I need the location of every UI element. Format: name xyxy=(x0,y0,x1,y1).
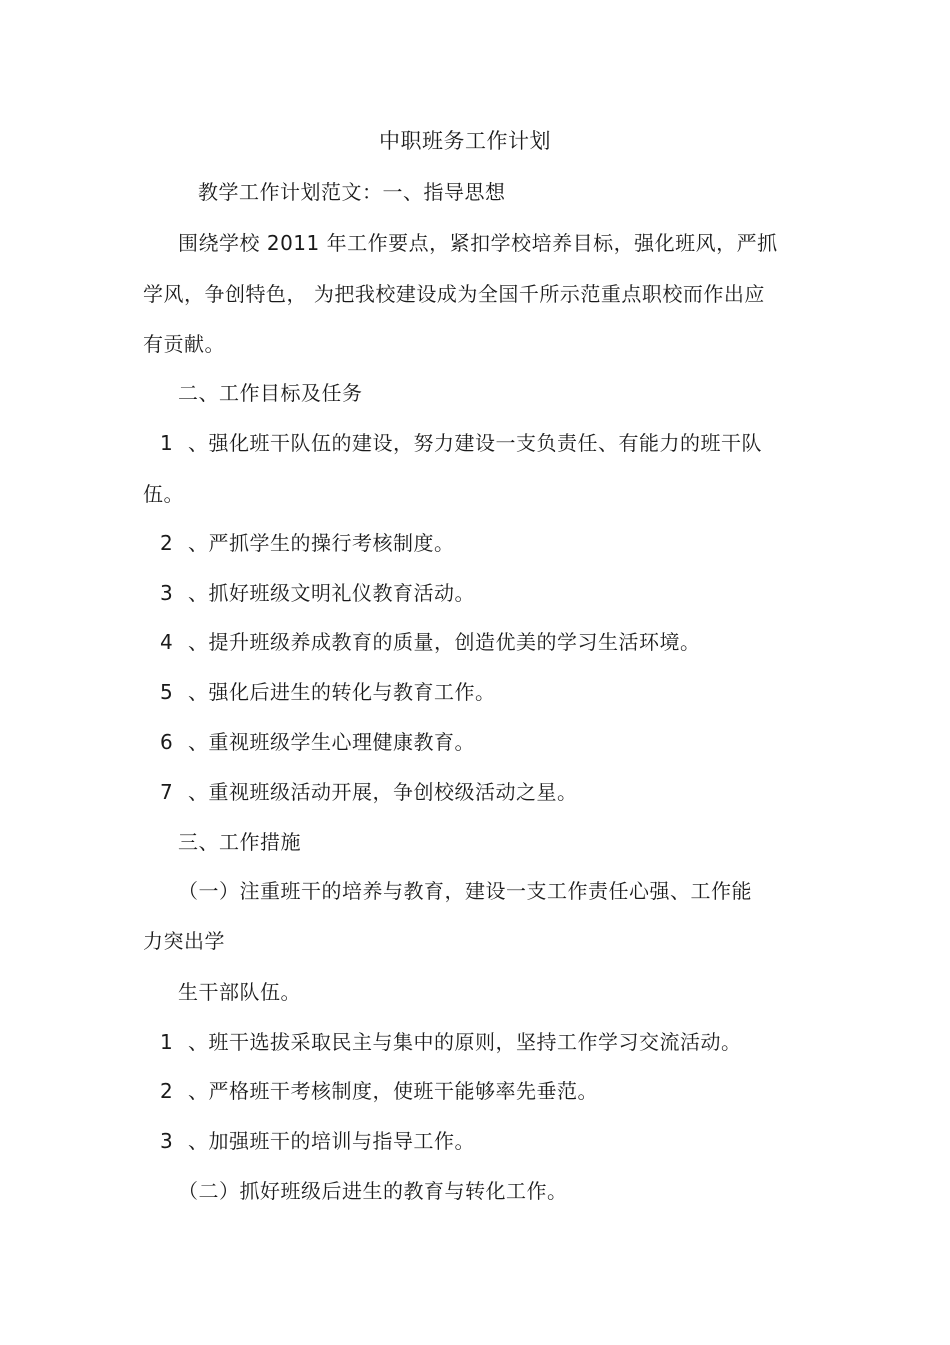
list-item-text: 、严格班干考核制度，使班干能够率先垂范。 xyxy=(188,1079,598,1103)
list-number: 6 xyxy=(160,730,174,754)
list-item-text: 、抓好班级文明礼仪教育活动。 xyxy=(188,581,475,605)
list-item xyxy=(160,779,578,805)
list-item-text: 、强化后进生的转化与教育工作。 xyxy=(188,680,496,704)
list-item xyxy=(160,430,762,456)
list-item-text: 、加强班干的培训与指导工作。 xyxy=(188,1129,475,1153)
paragraph-line: 生干部队伍。 xyxy=(178,980,301,1004)
list-item-text: 、提升班级养成教育的质量，创造优美的学习生活环境。 xyxy=(188,630,701,654)
document-title: 中职班务工作计划 xyxy=(379,129,551,153)
list-number: 2 xyxy=(160,1079,174,1103)
list-number: 2 xyxy=(160,531,174,555)
list-item-text: 、严抓学生的操行考核制度。 xyxy=(188,531,455,555)
list-item xyxy=(160,580,475,606)
list-item xyxy=(160,679,496,705)
list-number: 3 xyxy=(160,581,174,605)
section-heading: 二、工作目标及任务 xyxy=(178,381,363,405)
list-item-text: 、班干选拔采取民主与集中的原则，坚持工作学习交流活动。 xyxy=(188,1030,742,1054)
paragraph-line: （二）抓好班级后进生的教育与转化工作。 xyxy=(178,1179,568,1203)
list-number: 5 xyxy=(160,680,174,704)
list-item xyxy=(160,1128,475,1154)
list-number: 7 xyxy=(160,780,174,804)
paragraph-line: 围绕学校 2011 年工作要点，紧扣学校培养目标，强化班风，严抓 xyxy=(178,231,778,255)
paragraph-line: 有贡献。 xyxy=(143,332,225,356)
paragraph-line: 伍。 xyxy=(143,482,184,506)
list-item-text: 、重视班级学生心理健康教育。 xyxy=(188,730,475,754)
list-item-text: 、强化班干队伍的建设，努力建设一支负责任、有能力的班干队 xyxy=(188,431,762,455)
list-item xyxy=(160,629,701,655)
list-item-text: 、重视班级活动开展，争创校级活动之星。 xyxy=(188,780,578,804)
paragraph-line: 教学工作计划范文：一、指导思想 xyxy=(198,180,506,204)
paragraph-line: 学风，争创特色， 为把我校建设成为全国千所示范重点职校而作出应 xyxy=(143,282,765,306)
list-item xyxy=(160,530,455,556)
paragraph-line: （一）注重班干的培养与教育，建设一支工作责任心强、工作能 xyxy=(178,879,752,903)
section-heading: 三、工作措施 xyxy=(178,830,301,854)
list-item xyxy=(160,1029,742,1055)
list-number: 1 xyxy=(160,1030,174,1054)
list-item xyxy=(160,729,475,755)
list-number: 1 xyxy=(160,431,174,455)
paragraph-line: 力突出学 xyxy=(143,929,225,953)
list-item xyxy=(160,1078,598,1104)
list-number: 4 xyxy=(160,630,174,654)
list-number: 3 xyxy=(160,1129,174,1153)
